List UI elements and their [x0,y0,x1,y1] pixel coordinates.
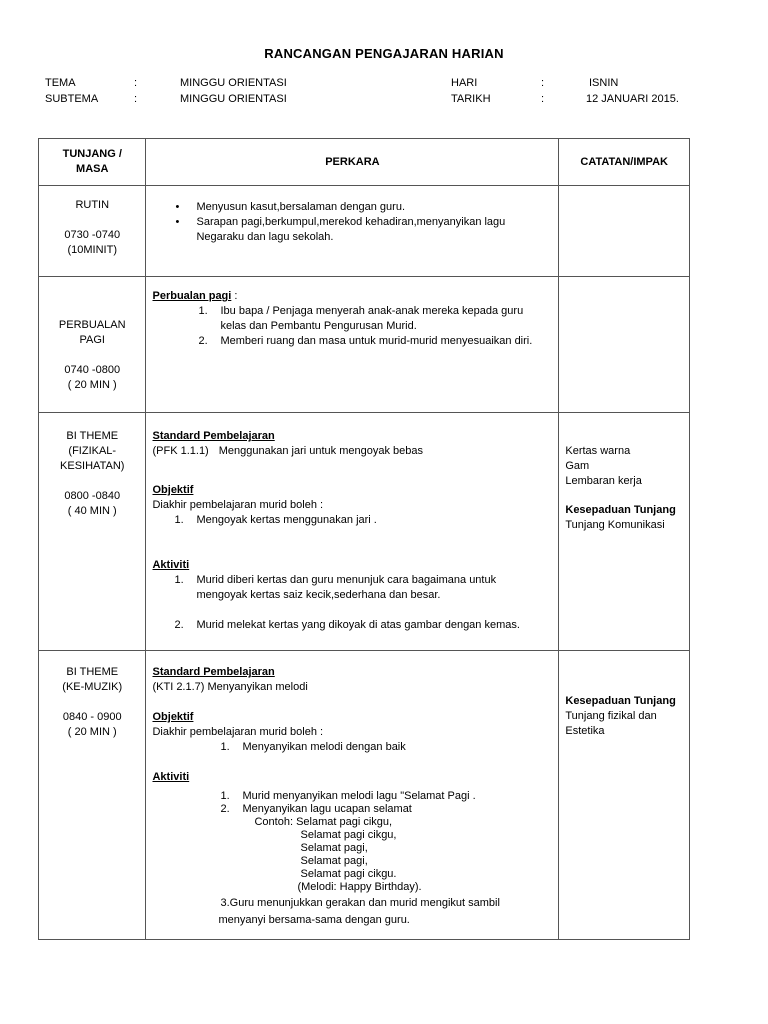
bullet-icon: • [175,216,180,228]
row3-perkara [146,413,559,651]
song-line: Selamat pagi, [300,842,368,854]
header-col1-line1: TUNJANG / [62,148,122,160]
row3-label-line2: (FIZIKAL- [68,445,117,457]
list-item-text: Mengoyak kertas menggunakan jari . [196,514,377,526]
objektif-heading: Objektif [152,484,194,496]
list-item [152,618,552,633]
song-line: Contoh: Selamat pagi cikgu, [254,816,393,828]
list-number: 1. [174,574,184,586]
header-perkara: PERKARA [146,139,559,186]
row1-duration: (10MINIT) [67,244,117,256]
aktiviti-heading: Aktiviti [152,559,190,571]
table-row [39,413,690,651]
kesepaduan-text: Tunjang fizikal dan [565,710,657,722]
list-item-text: Murid diberi kertas dan guru menunjuk cara bagaimana untuk [196,574,497,586]
list-item-text: Ibu bapa / Penjaga menyerah anak-anak mereka kepada guru [220,305,524,317]
list-item-continuation [152,230,552,245]
row4-perkara [146,651,559,940]
table-row [39,277,690,413]
row1-time: 0730 -0740 [64,229,121,241]
aktiviti-heading: Aktiviti [152,771,190,783]
standard-desc: Menggunakan jari untuk mengoyak bebas [218,445,423,457]
note-item: Gam [565,460,590,472]
list-number: 2. [174,619,184,631]
standard-heading: Standard Pembelajaran [152,430,275,442]
row2-duration: ( 20 MIN ) [67,379,117,391]
perbualan-heading-text: Perbualan pagi [152,290,232,302]
list-item-text: Murid melekat kertas yang dikoyak di atas gambar dengan kemas. [196,619,520,631]
kesepaduan-text: Estetika [565,725,605,737]
list-item [152,803,552,816]
row2-perkara [146,277,559,413]
list-item-text: Menyanyikan melodi dengan baik [242,741,406,753]
row4-tunjang [39,651,146,940]
row3-label-line3: KESIHATAN) [60,460,125,472]
list-number: 1. [198,305,208,317]
subtema-value: MINGGU ORIENTASI [180,93,287,105]
list-item-text: Menyusun kasut,bersalaman dengan guru. [196,201,406,213]
list-number: 1. [220,741,230,753]
hari-label: HARI [451,77,478,89]
note-item: Kertas warna [565,445,631,457]
row1-catatan [559,186,690,277]
row1-label: RUTIN [75,199,110,211]
row4-gap [43,695,141,710]
subtema-colon: : [134,93,138,105]
list-item-text: Menyanyikan lagu ucapan selamat [242,803,412,815]
tarikh-value: 12 JANUARI 2015. [586,93,679,105]
hari-value: ISNIN [589,77,619,89]
table-row [39,186,690,277]
row4-duration: ( 20 MIN ) [67,726,117,738]
list-item [152,319,552,334]
row2-label-line1: PERBUALAN [58,319,126,331]
list-item-text: kelas dan Pembantu Pengurusan Murid. [220,320,417,332]
list-item [152,513,552,528]
row3-duration: ( 40 MIN ) [67,505,117,517]
tema-label: TEMA [45,77,76,89]
standard-code: (PFK 1.1.1) [152,445,209,457]
aktiviti-3-line2: menyanyi bersama-sama dengan guru. [218,914,410,926]
page-title: RANCANGAN PENGAJARAN HARIAN [264,46,504,61]
list-number: 1. [220,790,230,802]
aktiviti-3-line1: 3.Guru menunjukkan gerakan dan murid mengikut sambil [220,897,500,909]
row3-time: 0800 -0840 [64,490,121,502]
row4-label-line1: BI THEME [66,666,119,678]
tema-colon: : [134,77,138,89]
list-number: 2. [198,335,208,347]
song-line: Selamat pagi, [300,855,368,867]
list-item [152,573,552,588]
note-item: Lembaran kerja [565,475,642,487]
kesepaduan-heading: Kesepaduan Tunjang [565,504,676,516]
row1-gap [43,213,141,228]
standard-text [152,444,552,459]
standard-text: (KTI 2.1.7) Menyanyikan melodi [152,681,308,693]
list-item-text: mengoyak kertas saiz kecik,sederhana dan besar. [196,589,441,601]
row4-catatan [559,651,690,940]
header-tunjang-masa [39,139,146,186]
list-item [152,334,552,349]
perbualan-heading [152,289,552,304]
row2-catatan [559,277,690,413]
list-number: 2. [220,803,230,815]
list-item [152,790,552,803]
subtema-label: SUBTEMA [45,93,99,105]
bullet-icon: • [175,201,180,213]
hari-colon: : [541,77,545,89]
row3-label-line1: BI THEME [66,430,119,442]
row2-label-line2: PAGI [79,334,105,346]
list-item [152,588,552,603]
list-item [152,740,552,755]
lesson-plan-table [38,138,690,940]
table-header-row [39,139,690,186]
perbualan-heading-suffix: : [231,290,238,302]
song-lyrics [152,816,552,894]
row2-time: 0740 -0800 [64,364,121,376]
kesepaduan-text: Tunjang Komunikasi [565,519,665,531]
row2-tunjang [39,277,146,413]
objektif-intro: Diakhir pembelajaran murid boleh : [152,726,324,738]
list-item-text: Memberi ruang dan masa untuk murid-murid menyesuaikan diri. [220,335,533,347]
list-item [152,304,552,319]
objektif-heading: Objektif [152,711,194,723]
tarikh-label: TARIKH [451,93,491,105]
objektif-intro: Diakhir pembelajaran murid boleh : [152,499,324,511]
list-number: 1. [174,514,184,526]
tema-value: MINGGU ORIENTASI [180,77,287,89]
row3-gap [43,474,141,489]
song-line: Selamat pagi cikgu, [300,829,397,841]
header-catatan: CATATAN/IMPAK [559,139,690,186]
row3-tunjang [39,413,146,651]
header-col1-line2: MASA [76,163,109,175]
row4-label-line2: (KE-MUZIK) [62,681,123,693]
row4-time: 0840 - 0900 [62,711,122,723]
row1-tunjang [39,186,146,277]
tarikh-colon: : [541,93,545,105]
table-row [39,651,690,940]
row1-perkara [146,186,559,277]
list-item [152,215,552,230]
list-item [152,200,552,215]
list-item-text: Sarapan pagi,berkumpul,merekod kehadiran,menyanyikan lagu [196,216,506,228]
kesepaduan-heading: Kesepaduan Tunjang [565,695,676,707]
list-item-text: Murid menyanyikan melodi lagu "Selamat Pagi . [242,790,476,802]
row3-catatan [559,413,690,651]
row2-gap [43,348,141,363]
standard-heading: Standard Pembelajaran [152,666,275,678]
list-item-text: Negaraku dan lagu sekolah. [196,231,334,243]
song-line: Selamat pagi cikgu. [300,868,397,880]
song-line: (Melodi: Happy Birthday). [297,881,422,893]
